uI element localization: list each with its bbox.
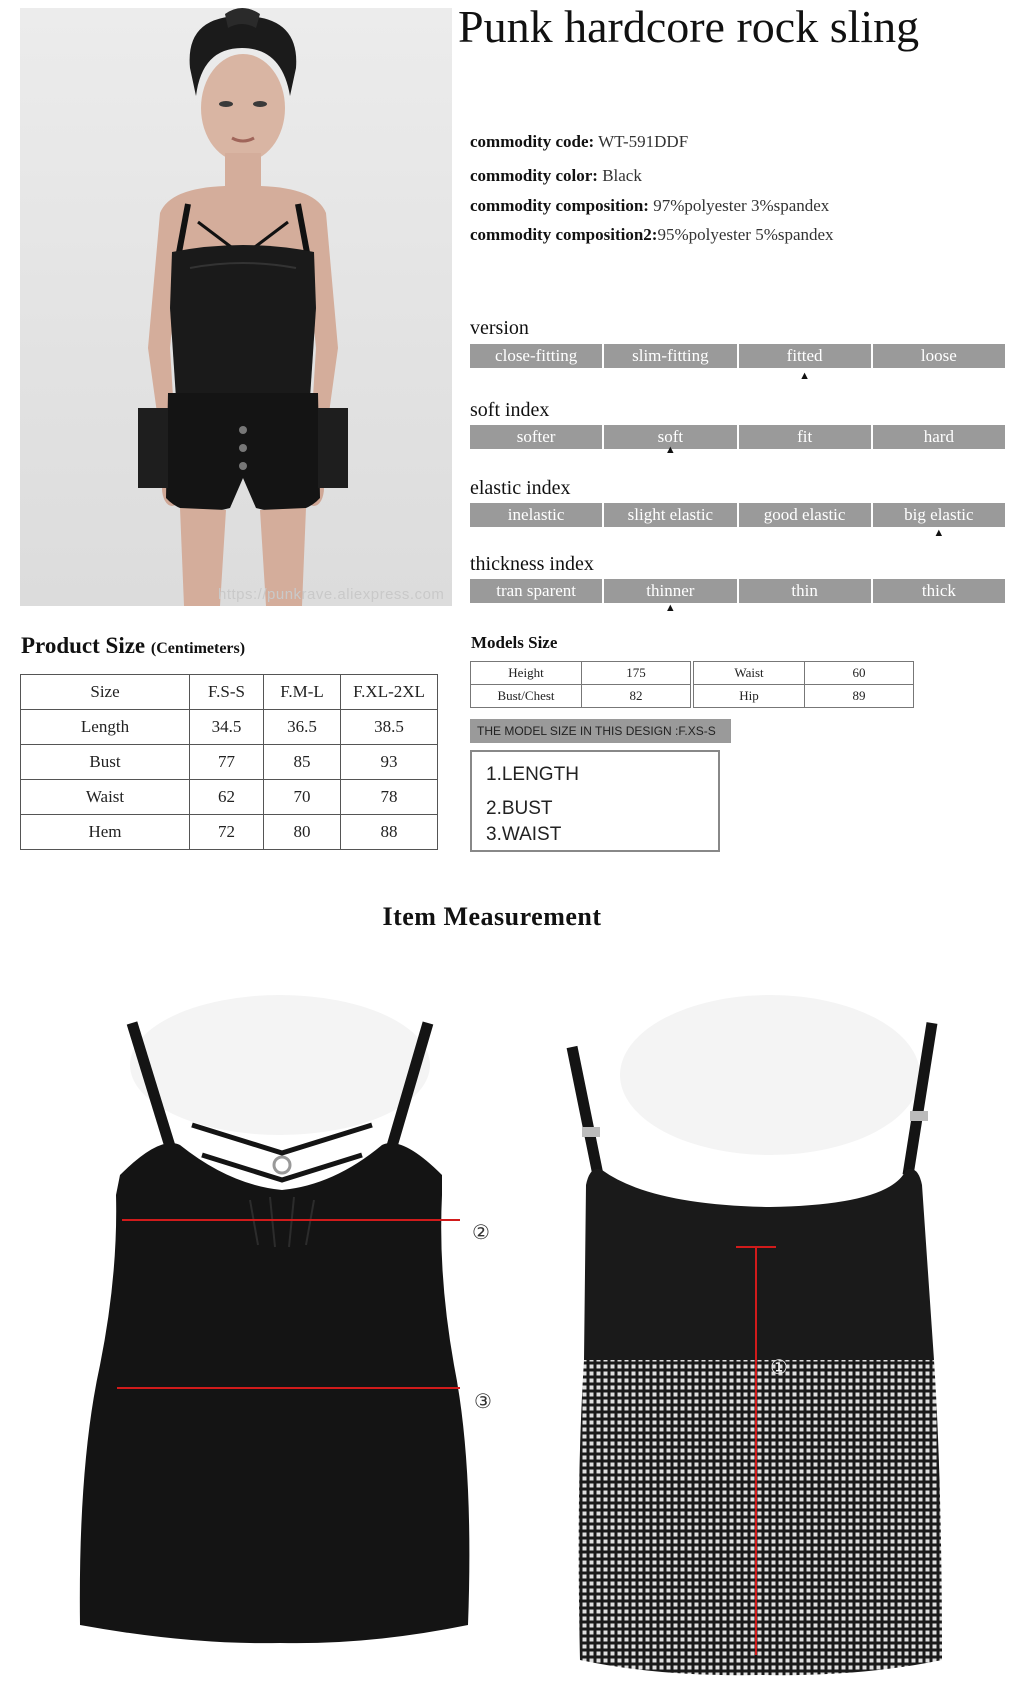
length-label: ① — [770, 1357, 788, 1379]
thickness-index-marker: ▲ — [664, 602, 676, 614]
table-cell: 85 — [264, 745, 341, 780]
table-cell: 80 — [264, 815, 341, 850]
models-size-table-left — [470, 661, 691, 708]
soft-option: hard — [873, 425, 1005, 449]
table-cell: 62 — [190, 780, 264, 815]
table-cell: 89 — [805, 685, 914, 708]
soft-option: softer — [470, 425, 602, 449]
table-cell: 175 — [582, 662, 691, 685]
commodity-code — [470, 132, 688, 152]
table-cell: Hem — [21, 815, 190, 850]
soft-option: fit — [739, 425, 871, 449]
table-row — [21, 745, 438, 780]
product-size-table — [20, 674, 438, 850]
front-body — [80, 1143, 470, 1643]
table-header-cell: F.XL-2XL — [341, 675, 438, 710]
version-option: close-fitting — [470, 344, 602, 368]
models-size-table-right — [693, 661, 914, 708]
table-cell: 34.5 — [190, 710, 264, 745]
mannequin-shape — [130, 995, 430, 1135]
table-header-row — [21, 675, 438, 710]
waist-label: ③ — [474, 1391, 492, 1413]
thickness-index-title: thickness index — [470, 553, 594, 575]
back-garment-diagram — [560, 985, 980, 1675]
table-cell: 60 — [805, 662, 914, 685]
table-header-cell: F.M-L — [264, 675, 341, 710]
thickness-index-scale — [470, 579, 1005, 603]
version-title: version — [470, 317, 529, 339]
bust-label: ② — [472, 1222, 490, 1244]
product-size-label: Product Size — [21, 633, 146, 658]
info-value: WT-591DDF — [598, 132, 689, 151]
product-size-title — [21, 633, 245, 659]
commodity-color — [470, 166, 642, 186]
table-cell: 38.5 — [341, 710, 438, 745]
models-size-title: Models Size — [471, 633, 558, 652]
table-row — [694, 685, 914, 708]
version-marker: ▲ — [799, 370, 811, 382]
strap-buckle — [582, 1127, 600, 1137]
soft-index-title: soft index — [470, 399, 550, 421]
table-header-cell: Size — [21, 675, 190, 710]
model-illustration — [20, 8, 452, 606]
table-header-cell: F.S-S — [190, 675, 264, 710]
elastic-option: good elastic — [739, 503, 871, 527]
table-row — [21, 710, 438, 745]
table-row — [471, 662, 691, 685]
table-row — [21, 780, 438, 815]
left-strap — [572, 1047, 598, 1175]
table-cell: Bust/Chest — [471, 685, 582, 708]
info-label: commodity color: — [470, 166, 598, 185]
version-scale — [470, 344, 1005, 368]
table-cell: Hip — [694, 685, 805, 708]
model-photo — [20, 8, 452, 606]
table-cell: Waist — [694, 662, 805, 685]
elastic-index-title: elastic index — [470, 477, 571, 499]
table-cell: Length — [21, 710, 190, 745]
table-cell: 93 — [341, 745, 438, 780]
measurement-legend — [470, 750, 720, 852]
table-cell: Height — [471, 662, 582, 685]
elastic-option: inelastic — [470, 503, 602, 527]
table-row — [471, 685, 691, 708]
soft-option: soft — [604, 425, 736, 449]
table-cell: 82 — [582, 685, 691, 708]
table-cell: 88 — [341, 815, 438, 850]
version-option: slim-fitting — [604, 344, 736, 368]
thickness-option: thin — [739, 579, 871, 603]
table-cell: Bust — [21, 745, 190, 780]
info-label: commodity code: — [470, 132, 595, 151]
table-row — [21, 815, 438, 850]
table-cell: Waist — [21, 780, 190, 815]
table-cell: 77 — [190, 745, 264, 780]
front-garment-diagram — [70, 985, 490, 1645]
strap-buckle — [910, 1111, 928, 1121]
legend-item: 2.BUST — [486, 798, 553, 819]
version-option: loose — [873, 344, 1005, 368]
table-row — [694, 662, 914, 685]
info-value: 97%polyester 3%spandex — [653, 196, 830, 215]
commodity-composition2 — [470, 225, 834, 245]
thickness-option: thinner — [604, 579, 736, 603]
soft-index-scale — [470, 425, 1005, 449]
table-cell: 70 — [264, 780, 341, 815]
mannequin-shape — [620, 995, 920, 1155]
elastic-index-marker: ▲ — [933, 527, 945, 539]
commodity-composition — [470, 196, 829, 216]
model-size-note: THE MODEL SIZE IN THIS DESIGN :F.XS-S — [470, 719, 731, 743]
soft-index-marker: ▲ — [664, 444, 676, 456]
elastic-option: slight elastic — [604, 503, 736, 527]
info-label: commodity composition2: — [470, 225, 658, 244]
table-cell: 72 — [190, 815, 264, 850]
elastic-option: big elastic — [873, 503, 1005, 527]
watermark: https://punkrave.aliexpress.com — [218, 586, 445, 603]
version-option: fitted — [739, 344, 871, 368]
info-label: commodity composition: — [470, 196, 649, 215]
thickness-option: tran sparent — [470, 579, 602, 603]
info-value: Black — [602, 166, 642, 185]
o-ring — [274, 1157, 290, 1173]
elastic-index-scale — [470, 503, 1005, 527]
product-title: Punk hardcore rock sling — [458, 1, 920, 52]
item-measurement-title: Item Measurement — [382, 902, 602, 931]
table-cell: 78 — [341, 780, 438, 815]
product-size-unit: (Centimeters) — [150, 640, 246, 657]
legend-item: 3.WAIST — [486, 824, 562, 845]
info-value: 95%polyester 5%spandex — [657, 225, 834, 244]
thickness-option: thick — [873, 579, 1005, 603]
legend-item: 1.LENGTH — [486, 764, 579, 785]
back-upper-panel — [584, 1169, 934, 1360]
table-cell: 36.5 — [264, 710, 341, 745]
back-mesh-panel — [579, 1360, 942, 1675]
